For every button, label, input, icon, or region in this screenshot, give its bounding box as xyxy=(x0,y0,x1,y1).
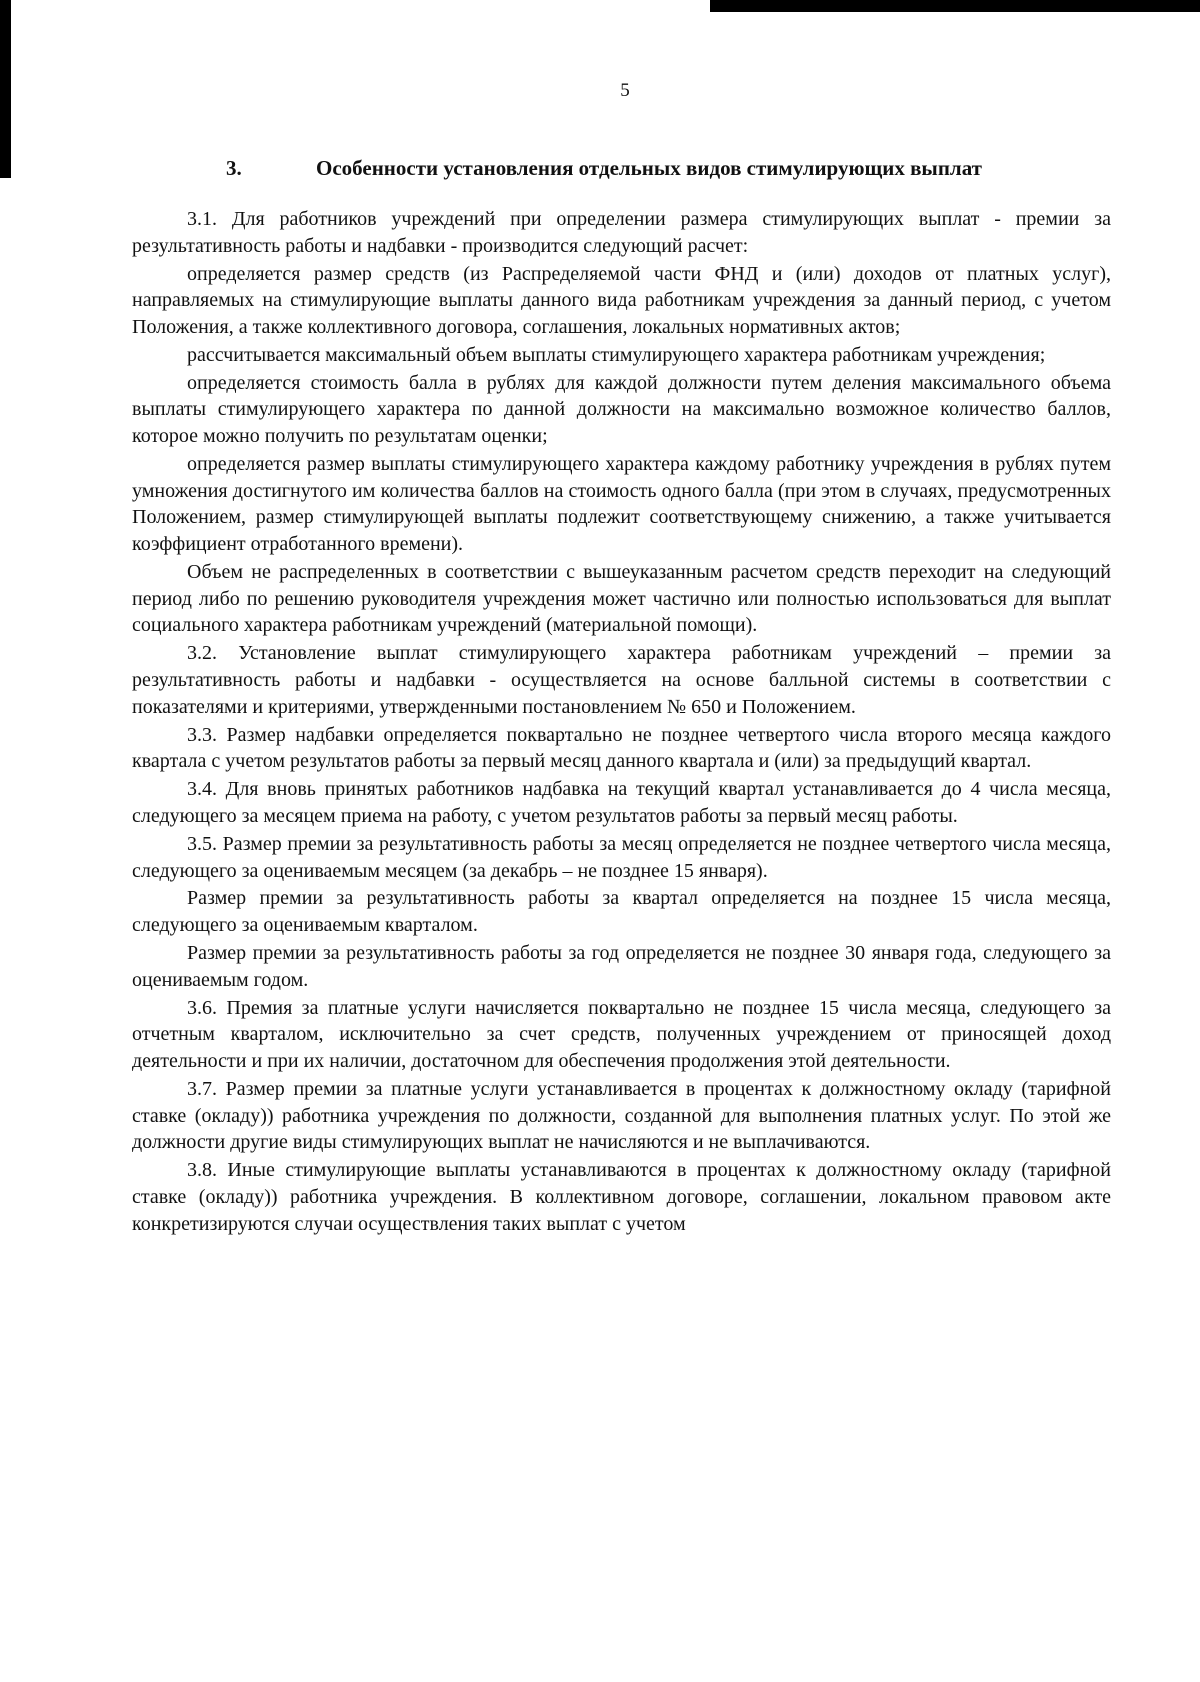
paragraph: 3.1. Для работников учреждений при определении размера стимулирующих выплат - премии за результативность работы и надбавки - производится следующий расчет: xyxy=(132,208,1111,257)
paragraph: Размер премии за результативность работы за год определяется не позднее 30 января года, следующего за оцениваемым годом. xyxy=(132,942,1111,991)
paragraph: 3.2. Установление выплат стимулирующего характера работникам учреждений – премии за результативность работы и надбавки - осуществляется на основе балльной системы в соответствии с показателями и критериями, утвержденными постановлением № 650 и Положением. xyxy=(132,642,1111,718)
paragraph: рассчитывается максимальный объем выплаты стимулирующего характера работникам учреждения; xyxy=(187,343,1046,366)
paragraph: 3.6. Премия за платные услуги начисляется поквартально не позднее 15 числа месяца, следующего за отчетным кварталом, исключительно за счет средств, полученных учреждением от приносящей доход деятельности и при их наличии, достаточном для обеспечения продолжения этой деятельности. xyxy=(132,996,1111,1073)
paragraph: 3.7. Размер премии за платные услуги устанавливается в процентах к должностному окладу (тарифной ставке (окладу)) работника учреждения по должности, созданной для выполнения платных услуг. По этой же должности другие виды стимулирующих выплат не начисляются и не выплачиваются. xyxy=(132,1077,1111,1154)
paragraph: 3.3. Размер надбавки определяется поквартально не позднее четвертого числа второго месяца каждого квартала с учетом результатов работы за первый месяц данного квартала и (или) за предыдущий квартал. xyxy=(132,723,1111,773)
paragraph: Объем не распределенных в соответствии с вышеуказанным расчетом средств переходит на следующий период либо по решению руководителя учреждения может частично или полностью использоваться для выплат социального характера работникам учреждений (материальной помощи). xyxy=(132,561,1111,637)
section-number: 3. xyxy=(226,156,242,180)
paragraph: Размер премии за результативность работы за квартал определяется на позднее 15 числа месяца, следующего за оцениваемым кварталом. xyxy=(132,887,1111,937)
paragraph: 3.8. Иные стимулирующие выплаты устанавливаются в процентах к должностному окладу (тарифной ставке (окладу)) работника учреждения. В коллективном договоре, соглашении, локальном правовом акте конкретизируются случаи осуществления таких выплат с учетом xyxy=(132,1159,1111,1235)
scan-edge-top xyxy=(710,0,1200,12)
paragraph: 3.5. Размер премии за результативность работы за месяц определяется не позднее четвертого числа месяца, следующего за оцениваемым месяцем (за декабрь – не позднее 15 января). xyxy=(132,832,1111,882)
document-body xyxy=(132,206,1111,1239)
paragraph: определяется стоимость балла в рублях для каждой должности путем деления максимального объема выплаты стимулирующего характера по данной должности на максимально возможное количество баллов, которое можно получить по результатам оценки; xyxy=(132,371,1111,448)
paragraph: 3.4. Для вновь принятых работников надбавка на текущий квартал устанавливается до 4 числа месяца, следующего за месяцем приема на работу, с учетом результатов работы за первый месяц работы. xyxy=(132,778,1111,827)
paragraph: определяется размер средств (из Распределяемой части ФНД и (или) доходов от платных услуг), направляемых на стимулирующие выплаты данного вида работникам учреждения за данный период, с учетом Положения, а также коллективного договора, соглашения, локальных нормативных актов; xyxy=(132,262,1111,338)
page-number: 5 xyxy=(620,80,630,101)
paragraph: определяется размер выплаты стимулирующего характера каждому работнику учреждения в рублях путем умножения достигнутого им количества баллов на стоимость одного балла (при этом в случаях, предусмотренных Положением, размер стимулирующей выплаты подлежит соответствующему снижению, а также учитывается коэффициент отработанного времени). xyxy=(132,453,1111,556)
section-title: Особенности установления отдельных видов стимулирующих выплат xyxy=(316,156,982,180)
section-heading xyxy=(226,156,1126,181)
